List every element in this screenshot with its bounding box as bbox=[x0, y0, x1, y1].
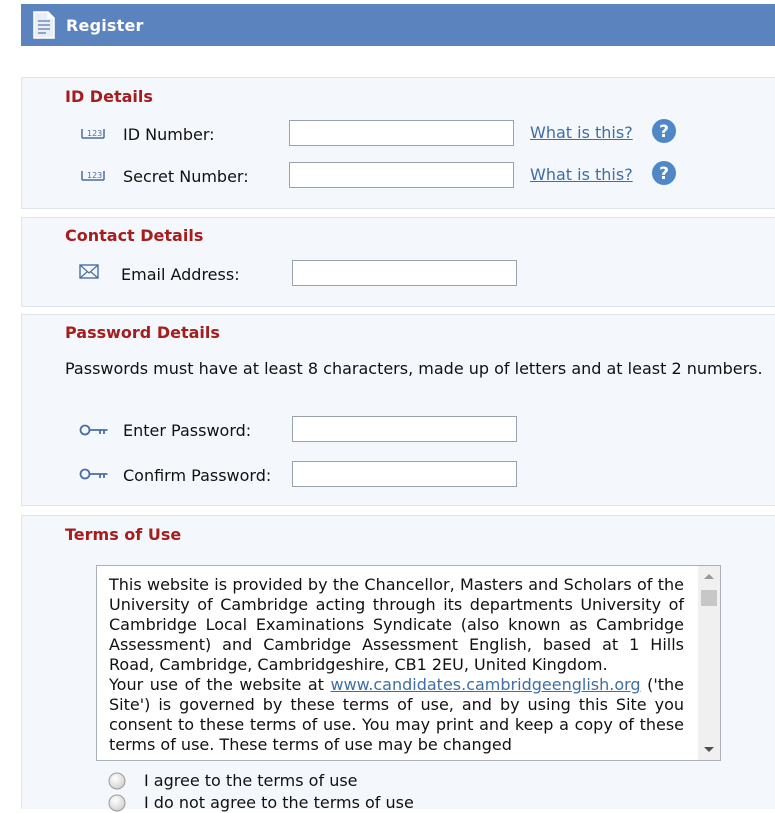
terms-paragraph: This website is provided by the Chancellor, Masters and Scholars of the University of Cambridge acting through its departments University of Cambridge Local Examinations Syndicate (also known as Cambridge Assessment) and Cambridge Assessment English, based at 1 Hills Road, Cambridge, Cambridgeshire, CB1 2EU, United Kingdom. bbox=[109, 575, 684, 674]
email-address-label: Email Address: bbox=[121, 265, 240, 284]
section-title-terms-of-use: Terms of Use bbox=[65, 525, 182, 544]
terms-of-use-panel bbox=[21, 515, 775, 812]
page-title: Register bbox=[66, 16, 144, 35]
agree-radio[interactable] bbox=[108, 772, 126, 790]
scroll-down-arrow-icon[interactable] bbox=[698, 742, 720, 758]
terms-text-segment: ('the Site') is governed by these terms of use, and by using this Site you consent to these terms of use. You may print and keep a copy of these terms of use. These terms of use may be changed bbox=[109, 675, 685, 754]
disagree-option[interactable] bbox=[108, 793, 428, 813]
key-icon bbox=[78, 421, 110, 439]
contact-details-panel bbox=[21, 217, 775, 307]
scrollbar-thumb[interactable] bbox=[701, 590, 717, 606]
enter-password-input[interactable] bbox=[292, 416, 517, 442]
key-icon bbox=[78, 465, 110, 483]
confirm-password-label: Confirm Password: bbox=[123, 466, 272, 485]
svg-text:123: 123 bbox=[87, 129, 103, 138]
terms-paragraph bbox=[109, 675, 684, 755]
agree-option[interactable] bbox=[108, 771, 408, 791]
section-title-contact-details: Contact Details bbox=[65, 226, 204, 245]
id-number-label: ID Number: bbox=[123, 125, 215, 144]
document-icon bbox=[31, 10, 57, 40]
id-number-input[interactable] bbox=[289, 120, 514, 146]
terms-text bbox=[109, 575, 684, 755]
terms-text-segment: Your use of the website at bbox=[109, 675, 331, 694]
help-question-icon[interactable] bbox=[651, 160, 677, 186]
enter-password-label: Enter Password: bbox=[123, 421, 252, 440]
secret-number-input[interactable] bbox=[289, 162, 514, 188]
terms-scrollbar[interactable] bbox=[698, 566, 720, 760]
password-details-panel bbox=[21, 314, 775, 506]
svg-text:123: 123 bbox=[87, 171, 103, 180]
terms-textbox[interactable] bbox=[96, 565, 721, 761]
numeric-keypad-icon bbox=[78, 125, 110, 143]
help-question-icon[interactable] bbox=[651, 118, 677, 144]
svg-text:?: ? bbox=[659, 122, 669, 142]
secret-number-label: Secret Number: bbox=[123, 167, 249, 186]
agree-label[interactable]: I agree to the terms of use bbox=[144, 771, 358, 790]
email-field[interactable] bbox=[292, 260, 517, 286]
envelope-icon bbox=[76, 263, 108, 281]
numeric-keypad-icon bbox=[78, 167, 110, 185]
scroll-up-arrow-icon[interactable] bbox=[698, 568, 720, 584]
page-header bbox=[21, 4, 775, 46]
disagree-label[interactable]: I do not agree to the terms of use bbox=[144, 793, 414, 812]
password-requirements-note: Passwords must have at least 8 characters, made up of letters and at least 2 numbers. bbox=[65, 359, 763, 378]
disagree-radio[interactable] bbox=[108, 794, 126, 812]
secret-number-help-link[interactable]: What is this? bbox=[530, 165, 633, 184]
terms-website-link[interactable]: www.candidates.cambridgeenglish.org bbox=[330, 675, 641, 694]
id-number-help-link[interactable]: What is this? bbox=[530, 123, 633, 142]
id-details-panel bbox=[21, 77, 775, 209]
section-title-id-details: ID Details bbox=[65, 87, 153, 106]
svg-text:?: ? bbox=[659, 164, 669, 184]
section-title-password-details: Password Details bbox=[65, 323, 220, 342]
confirm-password-input[interactable] bbox=[292, 461, 517, 487]
